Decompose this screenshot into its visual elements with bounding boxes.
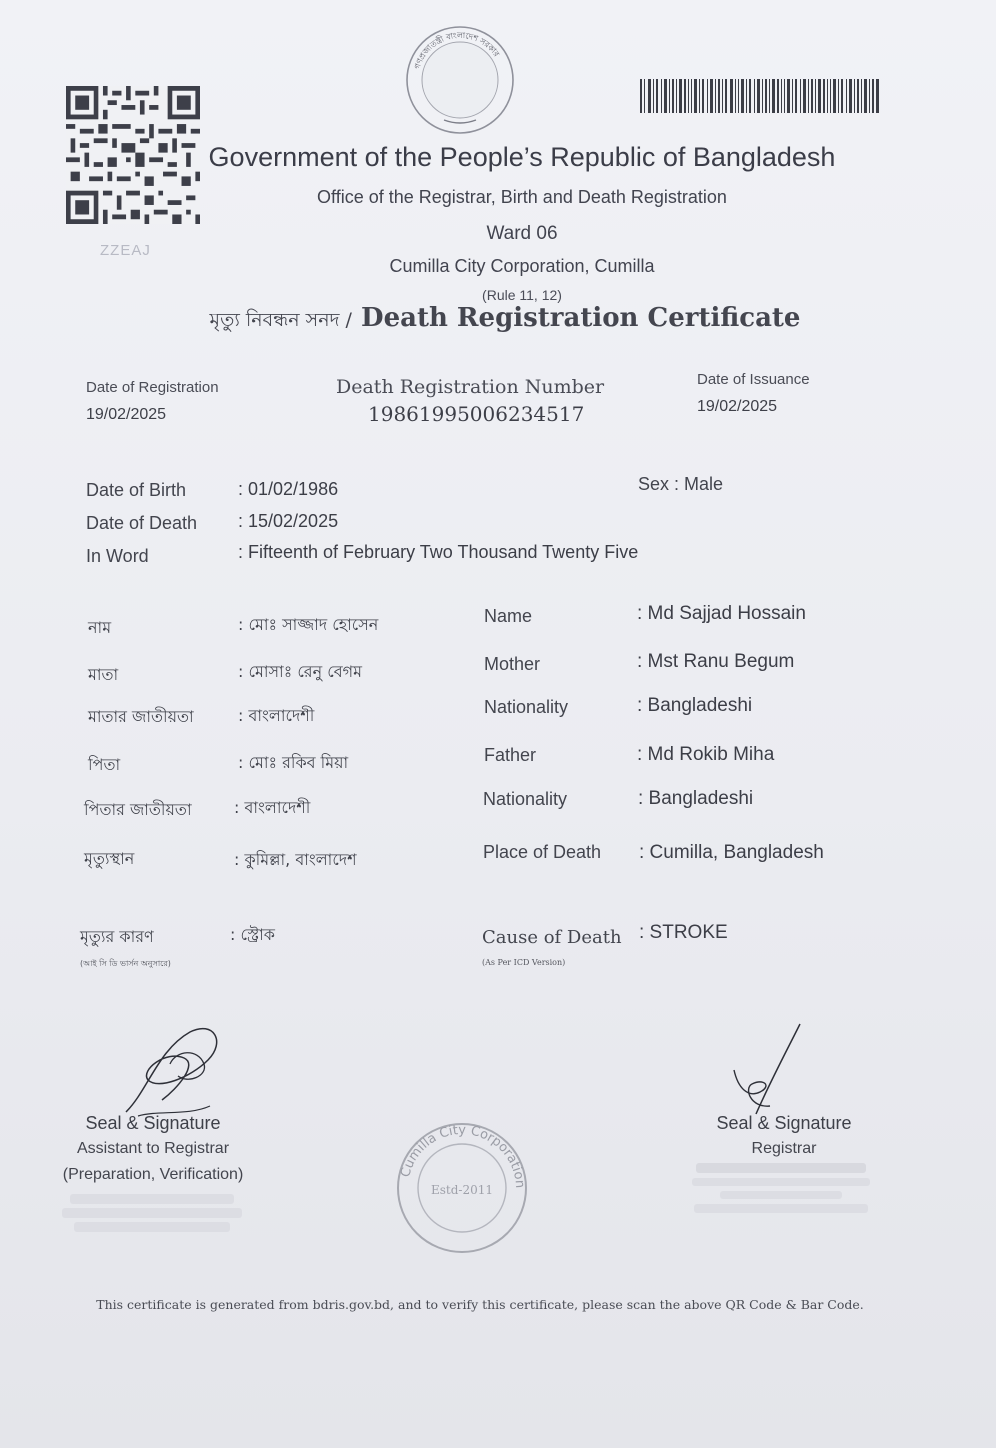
registrar-role-label: Registrar (751, 1140, 817, 1157)
assistant-seal-signature-label: Seal & Signature (85, 1113, 221, 1133)
father-value: : Md Rokib Miha (637, 744, 775, 765)
name-label: Name (484, 606, 533, 626)
cause-of-death-label: Cause of Death (482, 927, 622, 948)
rule-label: (Rule 11, 12) (482, 287, 562, 303)
cause-of-death-value: : STROKE (639, 922, 728, 943)
bn-mother-nationality-value: : বাংলাদেশী (238, 706, 315, 725)
bn-place-value: : কুমিল্লা, বাংলাদেশ (234, 850, 357, 869)
svg-text:Estd-2011: Estd-2011 (430, 1183, 494, 1197)
father-label: Father (484, 745, 537, 765)
date-of-birth-label: Date of Birth (86, 480, 187, 500)
bn-cause-label: মৃত্যুর কারণ (80, 927, 154, 946)
bn-cause-value: : স্ট্রোক (230, 925, 275, 944)
barcode-icon (638, 79, 880, 113)
office-title: Office of the Registrar, Birth and Death Registration (317, 187, 727, 207)
father-nationality-value: : Bangladeshi (638, 788, 754, 809)
mother-label: Mother (484, 654, 541, 674)
bn-father-nationality-label: পিতার জাতীয়তা (84, 800, 192, 819)
assistant-signature-icon (118, 1020, 230, 1120)
sex-value: Sex : Male (638, 474, 724, 494)
corporation-round-seal-icon (394, 1120, 530, 1256)
bn-mother-nationality-label: মাতার জাতীয়তা (88, 707, 194, 726)
registrar-signature-icon (726, 1022, 806, 1122)
assistant-faint-seal-text (62, 1190, 242, 1242)
bn-mother-value: : মোসাঃ রেনু বেগম (238, 662, 363, 681)
government-title: Government of the People’s Republic of Bangladesh (208, 142, 836, 172)
registrar-faint-seal-text (690, 1160, 872, 1222)
government-emblem-seal-icon (404, 24, 516, 136)
city-label: Cumilla City Corporation, Cumilla (389, 256, 655, 276)
ward-label: Ward 06 (486, 223, 558, 244)
date-of-death-value: : 15/02/2025 (238, 511, 339, 531)
father-nationality-label: Nationality (483, 789, 568, 809)
bn-name-label: নাম (88, 618, 112, 637)
in-word-value: : Fifteenth of February Two Thousand Twenty Five (238, 542, 639, 562)
in-word-label: In Word (86, 546, 149, 566)
qr-code-caption: ZZEAJ (100, 242, 151, 259)
assistant-role-label: Assistant to Registrar (76, 1140, 230, 1157)
bn-name-value: : মোঃ সাজ্জাদ হোসেন (238, 615, 379, 634)
place-of-death-value: : Cumilla, Bangladesh (639, 842, 824, 863)
mother-nationality-value: : Bangladeshi (637, 695, 753, 716)
bn-father-nationality-value: : বাংলাদেশী (234, 798, 311, 817)
date-of-registration-value: 19/02/2025 (86, 406, 167, 423)
assistant-sub-label: (Preparation, Verification) (62, 1166, 244, 1183)
mother-nationality-label: Nationality (484, 697, 569, 717)
bn-mother-label: মাতা (88, 665, 119, 684)
certificate-title-english: Death Registration Certificate (361, 303, 801, 333)
certificate-title (0, 303, 996, 338)
registration-number-label: Death Registration Number (336, 376, 605, 398)
bn-cause-note: (আই সি ডি ভার্সন অনুসারে) (80, 959, 171, 968)
date-of-issuance-label: Date of Issuance (697, 371, 810, 388)
bn-father-label: পিতা (88, 755, 121, 774)
date-of-registration-label: Date of Registration (86, 379, 219, 396)
registrar-seal-signature-label: Seal & Signature (716, 1113, 852, 1133)
certificate-title-bangla: মৃত্যু নিবন্ধন সনদ / (209, 309, 352, 331)
svg-text:Cumilla City Corporation: Cumilla City Corporation (398, 1122, 528, 1189)
mother-value: : Mst Ranu Begum (637, 651, 795, 672)
svg-text:গণপ্রজাতন্ত্রী বাংলাদেশ সরকার: গণপ্রজাতন্ত্রী বাংলাদেশ সরকার (412, 30, 502, 71)
cause-of-death-note: (As Per ICD Version) (482, 958, 566, 967)
footer-note: This certificate is generated from bdris.gov.bd, and to verify this certificate, please scan the above QR Code & Bar Code. (96, 1297, 864, 1312)
bn-place-label: মৃত্যুস্থান (84, 849, 135, 868)
date-of-issuance-value: 19/02/2025 (697, 398, 778, 415)
name-value: : Md Sajjad Hossain (637, 603, 806, 624)
date-of-birth-value: : 01/02/1986 (238, 479, 339, 499)
registration-number-value: 19861995006234517 (368, 402, 585, 426)
bn-father-value: : মোঃ রকিব মিয়া (238, 753, 349, 772)
date-of-death-label: Date of Death (86, 513, 198, 533)
place-of-death-label: Place of Death (483, 842, 602, 862)
